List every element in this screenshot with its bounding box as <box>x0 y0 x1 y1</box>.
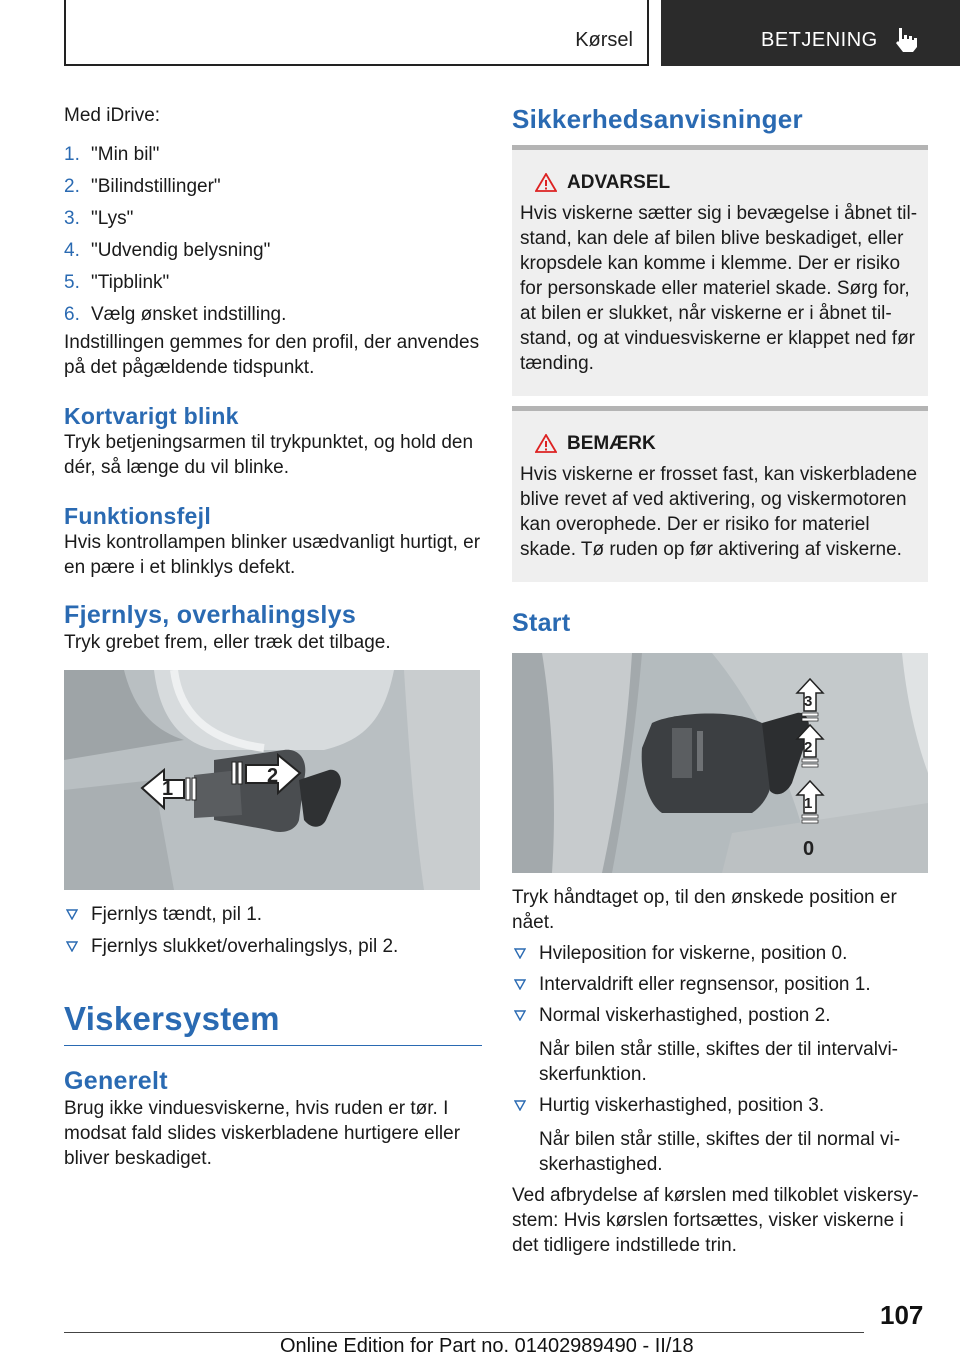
step-text: "Min bil" <box>91 144 160 165</box>
highbeam-lever-figure <box>64 670 480 890</box>
hand-pointer-icon <box>893 26 923 54</box>
bullet-text: Hurtig viskerhastighed, position 3. <box>539 1095 825 1116</box>
bullet-subtext: Når bilen står stille, skiftes der til intervalviskerfunktion. <box>539 1039 898 1085</box>
step-text: Vælg ønsket indstilling. <box>91 304 287 325</box>
list-item <box>512 1003 928 1087</box>
step-text: "Lys" <box>91 208 134 229</box>
list-item <box>64 302 482 330</box>
position-1-label: 1 <box>804 795 813 812</box>
wiper-lever-illustration <box>512 653 928 873</box>
triangle-bullet-icon <box>514 1010 526 1021</box>
step-number: 5. <box>64 272 80 293</box>
safety-heading: Sikkerhedsanvisninger <box>512 104 803 134</box>
idrive-intro: Med iDrive: <box>64 105 161 126</box>
highbeam-text: Tryk grebet frem, eller træk det tilbage. <box>64 632 391 653</box>
footer-divider <box>64 1332 864 1333</box>
list-item <box>64 142 482 174</box>
step-number: 3. <box>64 208 80 229</box>
bullet-text: Fjernlys slukket/overhalingslys, pil 2. <box>91 936 399 957</box>
position-0-label: 0 <box>803 838 815 860</box>
notice-text: Hvis viskerne er frosset fast, kan viskerbladene blive revet af ved aktivering, og viskermotoren kan overophede. Der er risiko for materiel skade. Tø ruden op før aktivering af viskerne. <box>520 464 918 560</box>
wiper-system-heading: Viskersystem <box>64 999 482 1046</box>
position-3-label: 3 <box>804 693 813 710</box>
bullet-subtext: Når bilen står stille, skiftes der til normal viskerhastighed. <box>539 1129 901 1175</box>
header-chapter-tab <box>661 0 960 66</box>
step-text: "Tipblink" <box>91 272 170 293</box>
right-column <box>512 103 928 1258</box>
footer-edition: Online Edition for Part no. 01402989490 - II/18 <box>280 1335 694 1357</box>
triangle-bullet-icon <box>514 979 526 990</box>
general-text: Brug ikke vinduesviskerne, hvis ruden er tør. I modsat fald slides viskerbladene hurtigere eller bliver beskadiget. <box>64 1098 461 1169</box>
header-section-tab <box>64 0 649 66</box>
left-column <box>64 103 482 1171</box>
bullet-text: Fjernlys tændt, pil 1. <box>91 904 263 925</box>
malfunction-heading: Funktionsfejl <box>64 503 212 529</box>
list-item <box>64 206 482 238</box>
arrow-1-label: 1 <box>162 778 174 800</box>
list-item <box>64 934 482 959</box>
start-heading: Start <box>512 609 571 637</box>
step-text: "Bilindstillinger" <box>91 176 221 197</box>
start-bullets <box>512 941 928 1177</box>
start-text: Tryk håndtaget op, til den ønskede position er nået. <box>512 887 897 933</box>
list-item <box>512 941 928 966</box>
warning-label: ADVARSEL <box>567 172 671 193</box>
wiper-lever-figure <box>512 653 928 873</box>
highbeam-heading: Fjernlys, overhalingslys <box>64 601 357 629</box>
notice-header <box>535 431 920 456</box>
step-text: "Udvendig belysning" <box>91 240 271 261</box>
position-2-label: 2 <box>804 739 813 756</box>
warning-box <box>512 145 928 396</box>
notice-label: BEMÆRK <box>567 433 656 454</box>
header-section-label: Kørsel <box>575 29 633 51</box>
list-item <box>64 902 482 927</box>
short-flash-heading: Kortvarigt blink <box>64 403 239 429</box>
triangle-bullet-icon <box>66 909 78 920</box>
steps-list <box>64 142 482 330</box>
warning-header <box>535 170 920 195</box>
bullet-text: Hvileposition for viskerne, position 0. <box>539 943 848 964</box>
header-chapter-label: BETJENING <box>761 29 878 51</box>
list-item <box>64 270 482 302</box>
lever-illustration <box>64 670 480 890</box>
arrow-2-label: 2 <box>267 765 279 787</box>
page-number: 107 <box>880 1300 924 1330</box>
list-item <box>64 174 482 206</box>
malfunction-text: Hvis kontrollampen blinker usædvanligt hurtigt, er en pære i et blinklys defekt. <box>64 532 481 578</box>
list-item <box>512 972 928 997</box>
bullet-text: Intervaldrift eller regnsensor, position 1. <box>539 974 871 995</box>
step-number: 2. <box>64 176 80 197</box>
warning-text: Hvis viskerne sætter sig i bevægelse i åbnet tilstand, kan dele af bilen blive beskadiget, eller kropsdele kan komme i klemme. Der er risiko for personskade eller materiel skade. Sørg for, at bilen er slukket, når viskerne er i åbnet tilstand, og at vinduesviskerne er klappet ned før tænding. <box>520 203 918 374</box>
list-item <box>64 238 482 270</box>
highbeam-bullets <box>64 902 482 959</box>
step-number: 4. <box>64 240 80 261</box>
triangle-bullet-icon <box>514 1100 526 1111</box>
warning-triangle-icon <box>535 434 557 453</box>
notice-box <box>512 406 928 582</box>
list-item <box>512 1093 928 1177</box>
bullet-text: Normal viskerhastighed, postion 2. <box>539 1005 831 1026</box>
short-flash-text: Tryk betjeningsarmen til trykpunktet, og hold den dér, så længe du vil blinke. <box>64 432 474 478</box>
triangle-bullet-icon <box>514 948 526 959</box>
general-heading: Generelt <box>64 1067 168 1095</box>
steps-note: Indstillingen gemmes for den profil, der anvendes på det pågældende tidspunkt. <box>64 332 480 378</box>
warning-triangle-icon <box>535 173 557 192</box>
step-number: 1. <box>64 144 80 165</box>
closing-text: Ved afbrydelse af kørslen med tilkoblet viskersystem: Hvis kørslen fortsættes, visker viskerne i det tidligere indstillede trin. <box>512 1185 919 1256</box>
triangle-bullet-icon <box>66 941 78 952</box>
step-number: 6. <box>64 304 80 325</box>
